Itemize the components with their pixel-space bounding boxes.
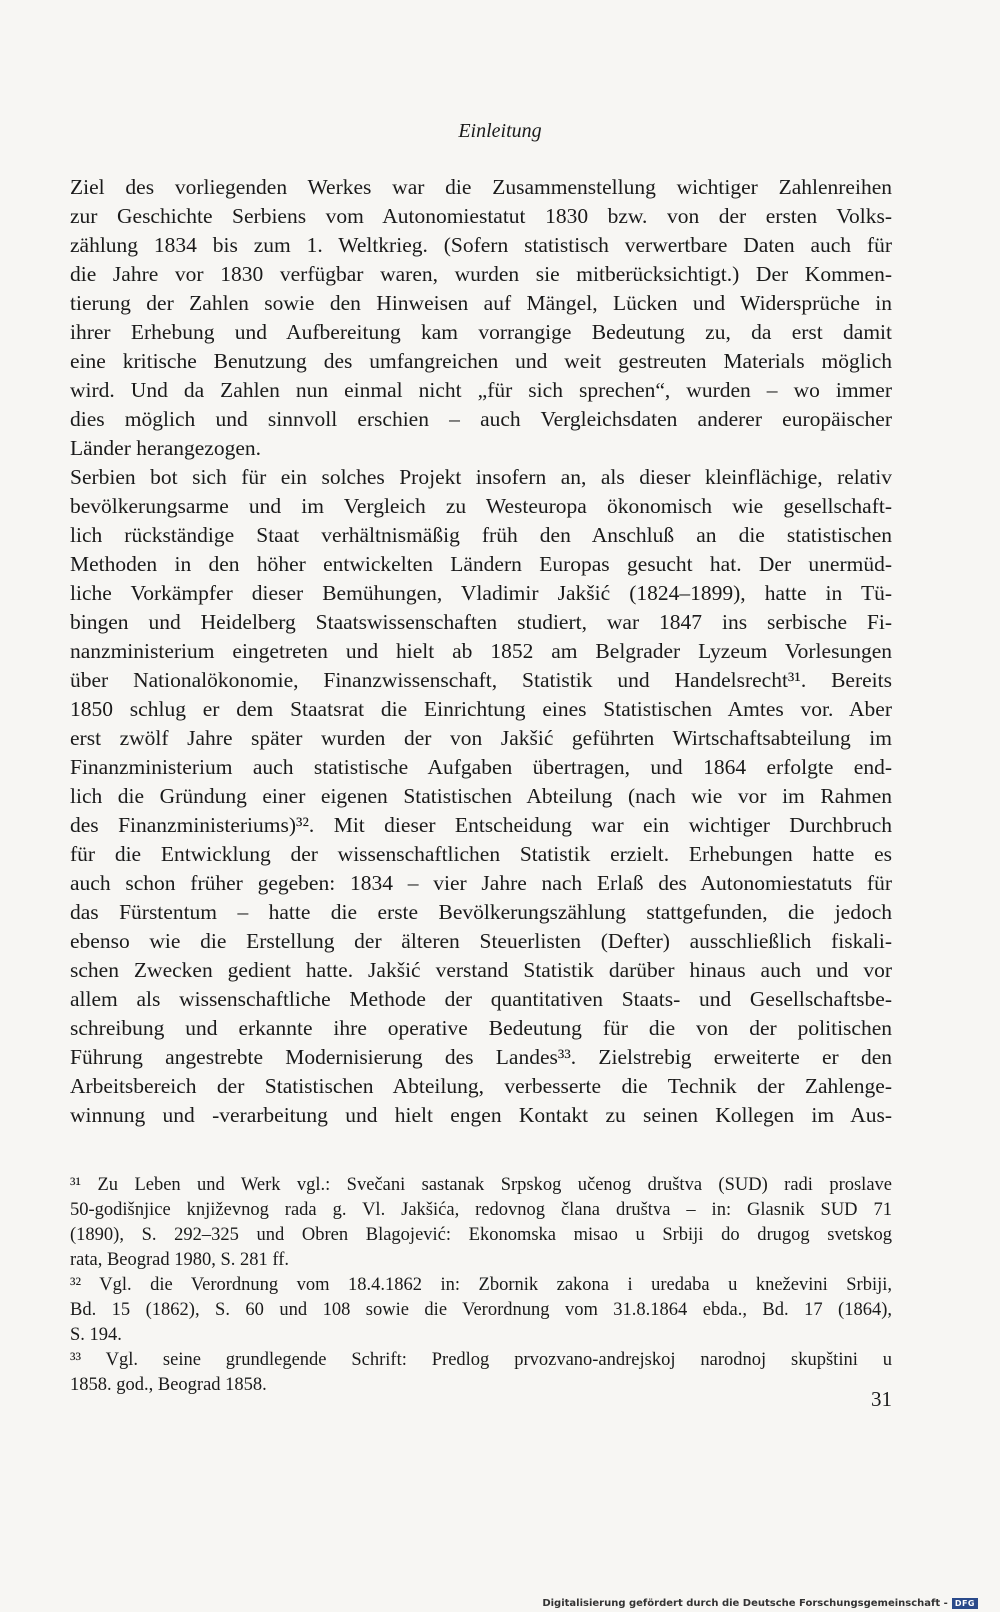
text-line: ihrer Erhebung und Aufbereitung kam vorrangige Bedeutung zu, da erst damit: [70, 320, 892, 344]
text-line: zur Geschichte Serbiens vom Autonomiestatut 1830 bzw. von der ersten Volks-: [70, 204, 892, 228]
text-line: liche Vorkämpfer dieser Bemühungen, Vladimir Jakšić (1824–1899), hatte in Tü-: [70, 581, 892, 605]
text-line: wird. Und da Zahlen nun einmal nicht „für sich sprechen“, wurden – wo immer: [70, 378, 892, 402]
text-line: zählung 1834 bis zum 1. Weltkrieg. (Sofern statistisch verwertbare Daten auch für: [70, 233, 892, 257]
text-line: eine kritische Benutzung des umfangreichen und weit gestreuten Materials möglich: [70, 349, 892, 373]
text-line: Methoden in den höher entwickelten Ländern Europas gesucht hat. Der unermüd-: [70, 552, 892, 576]
footnote-line: (1890), S. 292–325 und Obren Blagojević: Ekonomska misao u Srbiji do drugog svetskog: [70, 1225, 892, 1245]
text-line: des Finanzministeriums)³². Mit dieser Entscheidung war ein wichtiger Durchbruch: [70, 813, 892, 837]
text-line: nanzministerium eingetreten und hielt ab 1852 am Belgrader Lyzeum Vorlesungen: [70, 639, 892, 663]
footnotes: [70, 1173, 892, 1398]
footnote-line: S. 194.: [70, 1325, 122, 1345]
text-line: lich die Gründung einer eigenen Statistischen Abteilung (nach wie vor im Rahmen: [70, 784, 892, 808]
text-line: Finanzministerium auch statistische Aufgaben übertragen, und 1864 erfolgte end-: [70, 755, 892, 779]
text-line: dies möglich und sinnvoll erschien – auch Vergleichsdaten anderer europäischer: [70, 407, 892, 431]
text-line: auch schon früher gegeben: 1834 – vier Jahre nach Erlaß des Autonomiestatuts für: [70, 871, 892, 895]
footnote-line: 50-godišnjice književnog rada g. Vl. Jakšića, redovnog člana društva – in: Glasnik SUD 71: [70, 1200, 892, 1220]
text-line: schen Zwecken gedient hatte. Jakšić verstand Statistik darüber hinaus auch und vor: [70, 958, 892, 982]
footnote-line: rata, Beograd 1980, S. 281 ff.: [70, 1250, 290, 1270]
text-line: Serbien bot sich für ein solches Projekt insofern an, als dieser kleinflächige, relativ: [70, 465, 892, 489]
text-line: bingen und Heidelberg Staatswissenschaften studiert, war 1847 ins serbische Fi-: [70, 610, 892, 634]
text-line: schreibung und erkannte ihre operative Bedeutung für die von der politischen: [70, 1016, 892, 1040]
credit-text: Digitalisierung gefördert durch die Deutsche Forschungsgemeinschaft -: [542, 1598, 948, 1609]
footnote-line: 1858. god., Beograd 1858.: [70, 1375, 267, 1395]
running-head: Einleitung: [458, 120, 542, 142]
dfg-logo: DFG: [952, 1598, 978, 1609]
text-line: allem als wissenschaftliche Methode der quantitativen Staats- und Gesellschaftsbe-: [70, 987, 892, 1011]
text-line: tierung der Zahlen sowie den Hinweisen auf Mängel, Lücken und Widersprüche in: [70, 291, 892, 315]
footnote-line: Bd. 15 (1862), S. 60 und 108 sowie die Verordnung vom 31.8.1864 ebda., Bd. 17 (1864),: [70, 1300, 892, 1320]
text-line: für die Entwicklung der wissenschaftlichen Statistik erzielt. Erhebungen hatte es: [70, 842, 892, 866]
footnote-line: ³³ Vgl. seine grundlegende Schrift: Predlog prvozvano-andrejskoj narodnoj skupštini u: [70, 1350, 892, 1370]
text-line: bevölkerungsarme und im Vergleich zu Westeuropa ökonomisch wie gesellschaft-: [70, 494, 892, 518]
text-line: Arbeitsbereich der Statistischen Abteilung, verbesserte die Technik der Zahlenge-: [70, 1074, 892, 1098]
text-line: Länder herangezogen.: [70, 436, 262, 460]
main-text: [70, 173, 892, 1130]
text-line: 1850 schlug er dem Staatsrat die Einrichtung eines Statistischen Amtes vor. Aber: [70, 697, 892, 721]
text-line: das Fürstentum – hatte die erste Bevölkerungszählung stattgefunden, die jedoch: [70, 900, 892, 924]
digitization-credit: [542, 1598, 978, 1609]
text-line: erst zwölf Jahre später wurden der von Jakšić geführten Wirtschaftsabteilung im: [70, 726, 892, 750]
page-number: 31: [871, 1387, 892, 1411]
text-line: winnung und -verarbeitung und hielt engen Kontakt zu seinen Kollegen im Aus-: [70, 1103, 892, 1127]
text-line: über Nationalökonomie, Finanzwissenschaft, Statistik und Handelsrecht³¹. Bereits: [70, 668, 892, 692]
text-line: die Jahre vor 1830 verfügbar waren, wurden sie mitberücksichtigt.) Der Kommen-: [70, 262, 892, 286]
footnote-line: ³² Vgl. die Verordnung vom 18.4.1862 in: Zbornik zakona i uredaba u kneževini Srbiji,: [70, 1275, 892, 1295]
text-line: Führung angestrebte Modernisierung des Landes³³. Zielstrebig erweiterte er den: [70, 1045, 892, 1069]
text-line: lich rückständige Staat verhältnismäßig früh den Anschluß an die statistischen: [70, 523, 892, 547]
footnote-line: ³¹ Zu Leben und Werk vgl.: Svečani sastanak Srpskog učenog društva (SUD) radi proslave: [70, 1175, 892, 1195]
text-line: Ziel des vorliegenden Werkes war die Zusammenstellung wichtiger Zahlenreihen: [70, 175, 892, 199]
text-line: ebenso wie die Erstellung der älteren Steuerlisten (Defter) ausschließlich fiskali-: [70, 929, 892, 953]
